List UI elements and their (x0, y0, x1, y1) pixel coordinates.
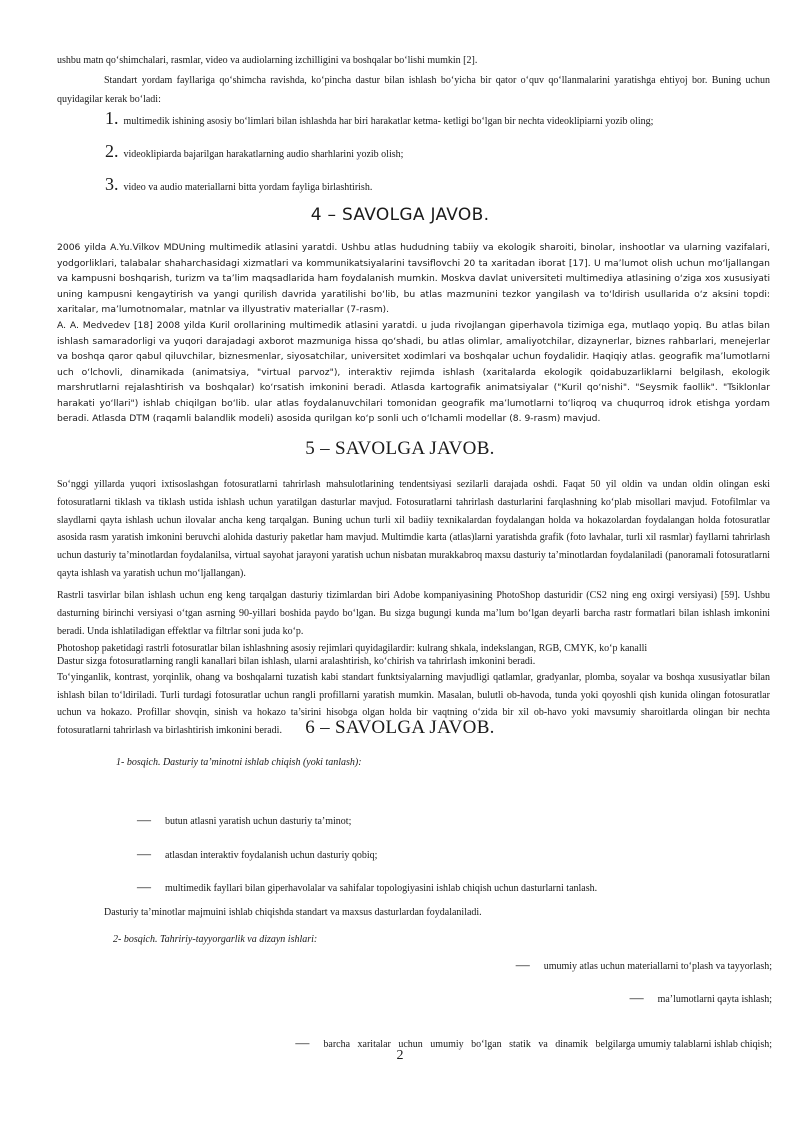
list-item (105, 174, 372, 195)
list-item (137, 847, 377, 863)
stage2-title: 2- bosqich. Tahririy-tayyorgarlik va dizayn ishlari: (113, 934, 318, 945)
dash-bullet: — (137, 813, 151, 828)
list-number: 1. (105, 108, 119, 128)
section5-paragraph-5: To‘yinganlik, kontrast, yorqinlik, ohang va boshqalarni tuzatish kabi standart funktsiyalarning mavjudligi qatlamlar, gradyanlar, plomba, soyalar va boshqa xususiyatlar bilan ishlash bilan to‘ldiriladi. Turli turdagi fotosuratlar uchun rangli profillarni yaratish mumkin. Masalan, bulutli ob-havoda, tunda yoki qoyoshli qish kunida olingan fotosuratlar uchun va hokazo. Profillar shovqin, sinish va hokazo ta’sirini hisobga olgan holda bir vaqtning o‘zida bir xil ob-havo yoki mavsumiy sharoitlarda olingan bir nechta fotosuratlarni tahrirlash va birlashtirish imkonini beradi. (57, 672, 770, 736)
heading-question-4: 4 – SAVOLGA JAVOB. (310, 205, 490, 225)
list-number: 2. (105, 141, 119, 161)
list-number: 3. (105, 174, 119, 194)
list-item (516, 958, 772, 974)
list-item (137, 813, 351, 829)
intro-text-2: Buning uchun quyidagilar kerak bo‘ladi: (57, 75, 770, 105)
list-text: multimedik ishining asosiy bo‘limlari bilan ishlashda har biri harakatlar ketma- ketligi bo‘lgan bir nechta videoklipiarni yozib oling; (123, 116, 654, 127)
list-text: barcha xaritalar uchun umumiy bo‘lgan statik va dinamik belgilarga umumiy talablarni ishlab chiqish; (323, 1039, 772, 1050)
list-text: videoklipiarda bajarilgan harakatlarning audio sharhlarini yozib olish; (123, 149, 404, 160)
section5-paragraph-2: Rastrli tasvirlar bilan ishlash uchun eng keng tarqalgan dasturiy tizimlardan biri Adobe kompaniyasining PhotoShop dasturidir (CS2 ning eng oxirgi versiyasi) [59]. Ushbu dasturning birinchi versiyasi o‘tgan asrning 90-yillari boshida paydo bo‘lgan. Bu sizga bugungi kunda ma’lum bo‘lgan deyarli barcha rastr formatlari bilan ishlash imkonini beradi. Unda ishlatiladigan effektlar va filtrlar soni juda ko‘p. (57, 590, 770, 637)
list-item (630, 991, 772, 1007)
list-text: atlasdan interaktiv foydalanish uchun dasturiy qobiq; (165, 850, 378, 861)
dash-bullet: — (629, 991, 644, 1006)
intro-text-1: Standart yordam fayllariga qo‘shimcha ravishda, ko‘pincha dastur bilan ishlash bo‘yicha bir qator o‘quv qo‘llanmalarini yaratishga ehtiyoj bor. (104, 75, 708, 86)
dash-bullet: — (295, 1036, 310, 1051)
list-text: multimedik fayllari bilan giperhavolalar va sahifalar topologiyasini ishlab chiqish uchun dasturlarni tanlash. (165, 883, 598, 894)
dash-bullet: — (137, 847, 151, 862)
section4-paragraph-1: 2006 yilda A.Yu.Vilkov MDUning multimedik atlasini yaratdi. Ushbu atlas hududning tabiiy va ekologik sharoiti, binolar, inshootlar va ularning vazifalari, yodgorliklari, talabalar shaharchasidagi xizmatlari va kommunikatsiyalarini tavsiflovchi 20 ta xaritadan iborat [17]. U ma’lumot olish uchun mo‘ljallangan va kampusni boshqarish, turizm va ta’lim maqsadlarida ham foydalanish mumkin. Moskva davlat universiteti multimediya atlasining o‘ziga xos xususiyati uning kampusni kengaytirish va yangi qurilish davrida yaratilishi bo‘lib, bu atlas mazmunini tezkor yangilash va to‘ldirish usullarida o‘z aksini topdi: xaritalar, ma’lumotnomalar, matnlar va illyustrativ materiallar (7-rasm). (57, 242, 770, 315)
section4-paragraph-2: A. A. Medvedev [18] 2008 yilda Kuril orollarining multimedik atlasini yaratdi. u juda rivojlangan giperhavola tizimiga ega, mutlaqo yopiq. Bu atlas bilan ishlash samaradorligi va yuqori darajadagi axborot mazmuniga hissa qo‘shadi, bu atlas olimlar, amaliyotchilar, dizaynerlar, biznes rahbarlari, menejerlar va boshqa qaror qabul qiluvchilar, biznesmenlar, siyosatchilar, universitet xodimlari va boshqalar uchun foydalidir. Haqiqiy atlas. geografik ma’lumotlarni uch o‘lchovli, dinamikada (animatsiya, "virtual parvoz"), interaktiv rejimda ishlash (xaritalarda ekologik qoidabuzarliklarni belgilash, ekologik marshrutlarni rejalashtirish va boshqalar) ko‘rsatish imkonini beradi. Atlasda kartografik animatsiyalar ("Kuril qo‘nishi". "Seysmik faollik". "Tsiklonlar harakati yo‘llari") ishlab chiqilgan bo‘lib. ular atlas foydalanuvchilari tomonidan geografik ma’lumotlarni to‘liqroq va chuqurroq idrok etishga yordam beradi. Atlasda DTM (raqamli balandlik modeli) asosida qurilgan ko‘p sonli uch o‘lchamli modellar (8. 9-rasm) mavjud. (57, 320, 770, 424)
intro-paragraph (57, 71, 770, 109)
section5-paragraph-4: Dastur sizga fotosuratlarning rangli kanallari bilan ishlash, ularni aralashtirish, ko‘chirish va tahrirlash imkonini beradi. (57, 656, 536, 667)
page-number: 2 (396, 1048, 404, 1063)
list-text: umumiy atlas uchun materiallarni to‘plash va tayyorlash; (543, 961, 772, 972)
top-line: ushbu matn qo‘shimchalari, rasmlar, video va audiolarning izchilligini va boshqalar bo‘lishi mumkin [2]. (57, 55, 478, 66)
list-item (105, 108, 653, 129)
list-text: butun atlasni yaratish uchun dasturiy ta’minot; (165, 816, 352, 827)
heading-question-5: 5 – SAVOLGA JAVOB. (305, 438, 495, 459)
dash-bullet: — (515, 958, 530, 973)
list-text: ma’lumotlarni qayta ishlash; (657, 994, 772, 1005)
heading-question-6: 6 – SAVOLGA JAVOB. (305, 717, 495, 738)
stage1-note: Dasturiy ta’minotlar majmuini ishlab chiqishda standart va maxsus dasturlardan foydalaniladi. (104, 907, 482, 918)
section5-paragraph-3: Photoshop paketidagi rastrli fotosuratlar bilan ishlashning asosiy rejimlari quyidagilardir: kulrang shkala, indekslangan, RGB, CMYK, ko‘p kanalli (57, 643, 648, 654)
section5-paragraph-1: So‘nggi yillarda yuqori ixtisoslashgan fotosuratlarni tahrirlash mahsulotlarining tendentsiyasi sezilarli darajada oshdi. Faqat 50 yil oldin va undan oldin olingan eski fotosuratlarni tiklash va tiklash ustida ishlash uchun yaratilgan dasturlar mavjud. Fotosuratlarni tahrirlash dasturlarini farqlashning ko‘plab misollari mavjud. Fotofilmlar va slaydlarni qayta ishlash uchun ilovalar ancha keng tarqalgan. Buning uchun turli xil badiiy texnikalardan foydalangan holda va hokazolardan foydalangan holda fotosuratlar asosida rasm yaratish imkonini beruvchi alohida dasturiy paketlar ham mavjud. Multimdie karta (atlas)larni yaratishda grafik (foto lavhalar, turli xil rasmlar) fayllarni tahrirlash uchun dasturiy ta’minotlardan foydalanilsa, virtual sayohat jarayoni yaratish uchun nisbatan murakkabroq maxsu dasturiy ta’minotlardan foydalaniladi (panoramali fotosuratlarni qayta ishlash va yaratish uchun mo‘ljallangan). (57, 479, 770, 579)
stage1-title: 1- bosqich. Dasturiy ta’minotni ishlab chiqish (yoki tanlash): (116, 757, 362, 768)
dash-bullet: — (137, 880, 151, 895)
list-item (105, 141, 403, 162)
list-text: video va audio materiallarni bitta yordam fayliga birlashtirish. (123, 182, 373, 193)
list-item (137, 880, 597, 896)
